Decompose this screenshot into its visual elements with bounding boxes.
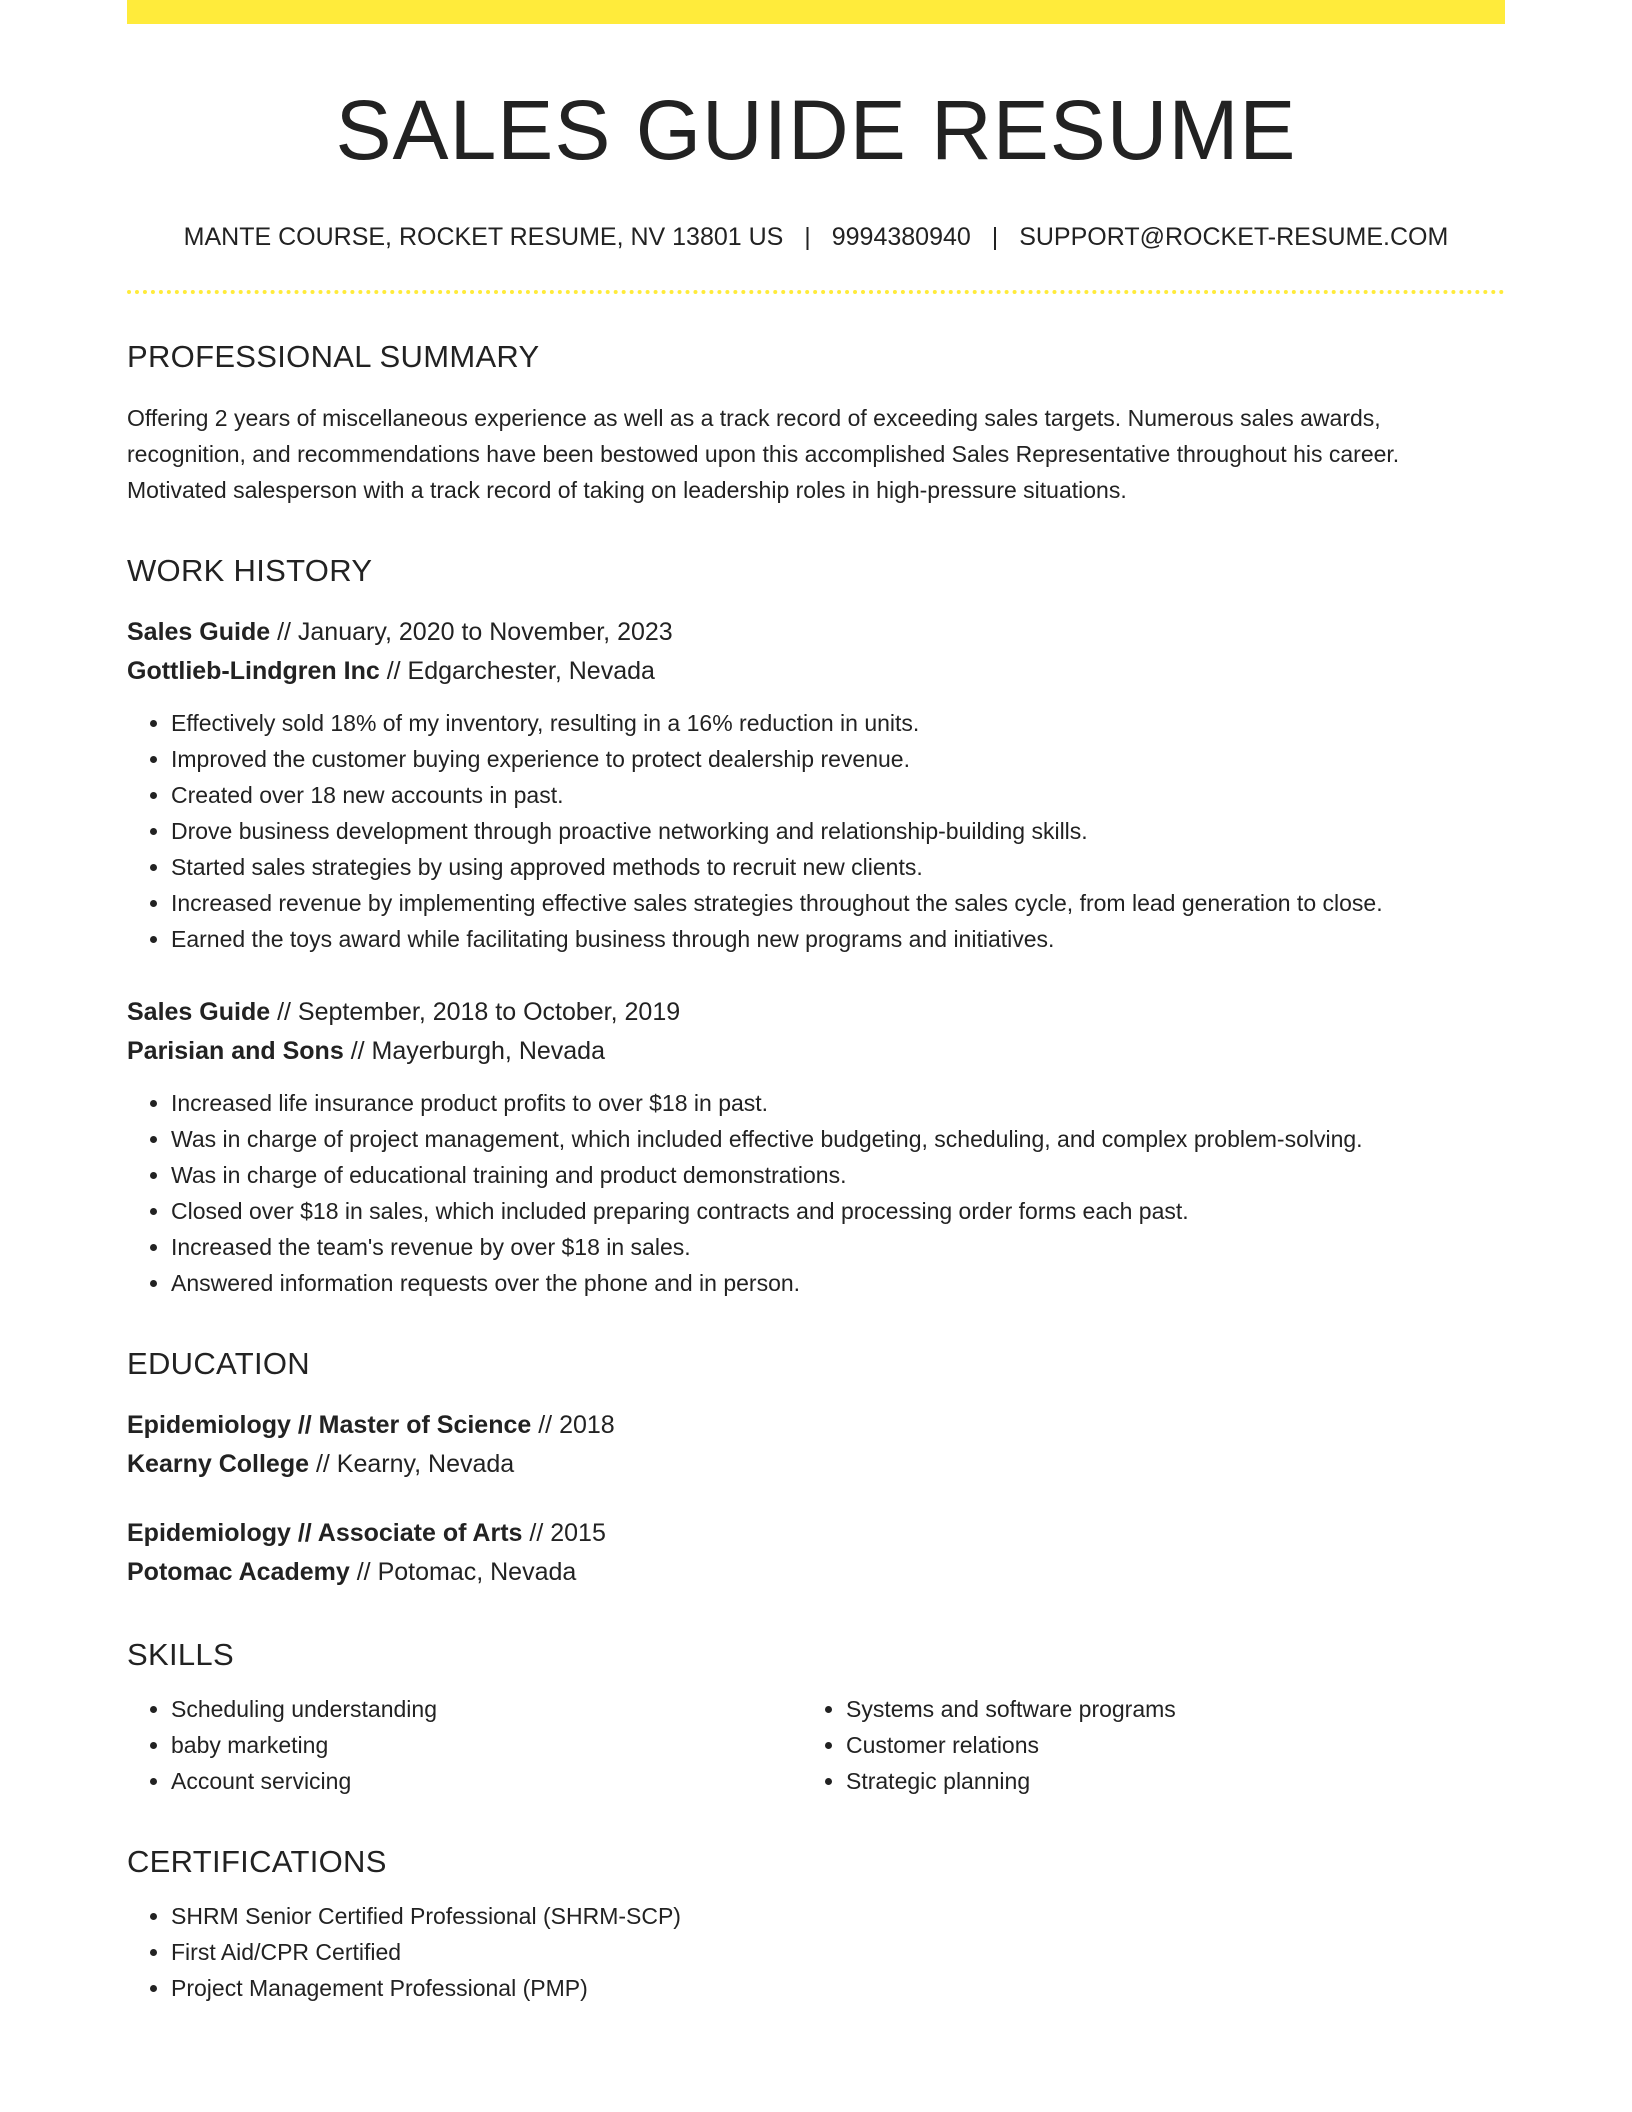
job-company-line xyxy=(127,652,1505,691)
education-entry xyxy=(127,1406,1505,1484)
list-item: • Was in charge of educational training and product demonstrations. xyxy=(171,1157,1505,1193)
resume-page xyxy=(127,0,1505,2006)
school: Kearny College xyxy=(127,1449,310,1478)
school-location: // Potomac, Nevada xyxy=(349,1557,577,1586)
job-role-line xyxy=(127,993,1505,1032)
list-item: • First Aid/CPR Certified xyxy=(171,1934,1505,1970)
list-item: • baby marketing xyxy=(171,1727,802,1763)
job-role: Sales Guide xyxy=(127,997,271,1026)
job-entry xyxy=(127,613,1505,691)
job-company: Gottlieb-Lindgren Inc xyxy=(127,656,380,685)
job-location: // Edgarchester, Nevada xyxy=(379,656,655,685)
skills-heading: SKILLS xyxy=(127,1636,234,1672)
resume-title: SALES GUIDE RESUME xyxy=(335,83,1297,177)
list-item: • Increased the team's revenue by over $18 in sales. xyxy=(171,1229,1505,1265)
degree: Epidemiology // Associate of Arts xyxy=(127,1518,523,1547)
job-company-line xyxy=(127,1032,1505,1071)
list-item: • Effectively sold 18% of my inventory, resulting in a 16% reduction in units. xyxy=(171,705,1505,741)
list-item: • Strategic planning xyxy=(846,1763,1477,1799)
school-line xyxy=(127,1445,1505,1484)
list-item: • Scheduling understanding xyxy=(171,1691,802,1727)
list-item: • Improved the customer buying experience to protect dealership revenue. xyxy=(171,741,1505,777)
skills-columns xyxy=(127,1691,1505,1799)
degree-line xyxy=(127,1406,1505,1445)
education-entry xyxy=(127,1514,1505,1592)
degree: Epidemiology // Master of Science xyxy=(127,1410,532,1439)
address: MANTE COURSE, ROCKET RESUME, NV 13801 US xyxy=(183,223,784,252)
degree-year: // 2015 xyxy=(522,1518,606,1547)
list-item: • Earned the toys award while facilitating business through new programs and initiatives. xyxy=(171,921,1505,957)
email: SUPPORT@ROCKET-RESUME.COM xyxy=(1019,223,1449,252)
contact-line xyxy=(127,222,1505,252)
school-location: // Kearny, Nevada xyxy=(309,1449,515,1478)
job-role-line xyxy=(127,613,1505,652)
job-dates: // September, 2018 to October, 2019 xyxy=(270,997,681,1026)
list-item: • Increased life insurance product profits to over $18 in past. xyxy=(171,1085,1505,1121)
contact-separator: | xyxy=(804,223,811,252)
contact-separator: | xyxy=(991,223,999,252)
list-item: • Started sales strategies by using approved methods to recruit new clients. xyxy=(171,849,1505,885)
list-item: • Answered information requests over the phone and in person. xyxy=(171,1265,1505,1301)
summary-heading: PROFESSIONAL SUMMARY xyxy=(127,339,540,375)
list-item: • Systems and software programs xyxy=(846,1691,1477,1727)
list-item: • Was in charge of project management, which included effective budgeting, scheduling, and complex problem-solving. xyxy=(171,1121,1505,1157)
education-heading: EDUCATION xyxy=(127,1345,310,1381)
top-accent-bar xyxy=(127,0,1505,24)
list-item: • SHRM Senior Certified Professional (SHRM-SCP) xyxy=(171,1898,1505,1934)
skills-column-right xyxy=(802,1691,1477,1799)
school-line xyxy=(127,1553,1505,1592)
work-history-heading: WORK HISTORY xyxy=(127,552,373,588)
job-location: // Mayerburgh, Nevada xyxy=(343,1036,605,1065)
job-role: Sales Guide xyxy=(127,617,271,646)
list-item: • Closed over $18 in sales, which included preparing contracts and processing order forms each past. xyxy=(171,1193,1505,1229)
phone: 9994380940 xyxy=(831,223,971,252)
certifications-list xyxy=(127,1898,1505,2006)
job-bullets xyxy=(127,705,1505,957)
list-item: • Increased revenue by implementing effective sales strategies throughout the sales cycle, from lead generation to close. xyxy=(171,885,1505,921)
certifications-heading: CERTIFICATIONS xyxy=(127,1844,387,1880)
degree-year: // 2018 xyxy=(531,1410,615,1439)
list-item: • Account servicing xyxy=(171,1763,802,1799)
list-item: • Customer relations xyxy=(846,1727,1477,1763)
job-entry xyxy=(127,993,1505,1071)
skills-list xyxy=(127,1691,802,1799)
list-item: • Project Management Professional (PMP) xyxy=(171,1970,1505,2006)
job-bullets xyxy=(127,1085,1505,1301)
dotted-divider xyxy=(127,290,1505,294)
school: Potomac Academy xyxy=(127,1557,350,1586)
list-item: • Drove business development through proactive networking and relationship-building skills. xyxy=(171,813,1505,849)
summary-text: Offering 2 years of miscellaneous experience as well as a track record of exceeding sales targets. Numerous sales awards, recognition, and recommendations have been bestowed upon this accomplished Sales Representative throughout his career. Motivated salesperson with a track record of taking on leadership roles in high-pressure situations. xyxy=(127,404,1400,503)
skills-column-left xyxy=(127,1691,802,1799)
job-dates: // January, 2020 to November, 2023 xyxy=(270,617,673,646)
job-company: Parisian and Sons xyxy=(127,1036,344,1065)
degree-line xyxy=(127,1514,1505,1553)
skills-list xyxy=(802,1691,1477,1799)
list-item: • Created over 18 new accounts in past. xyxy=(171,777,1505,813)
